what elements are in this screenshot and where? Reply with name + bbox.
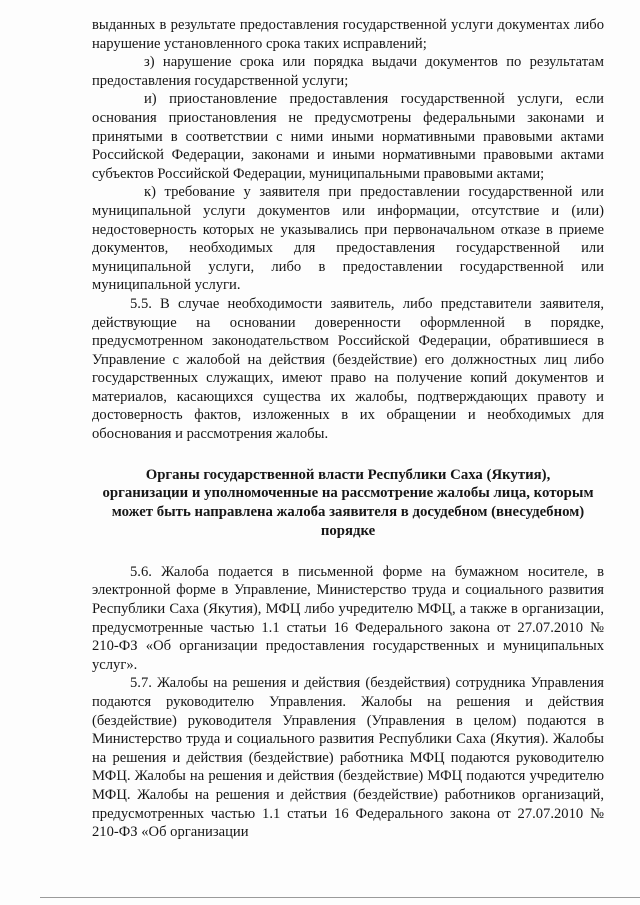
heading-line-4: порядке <box>320 523 376 540</box>
section-heading <box>92 466 604 541</box>
paragraph-5-5: 5.5. В случае необходимости заявитель, либо представители заявителя, действующие на основании доверенности оформленной в порядке, предусмотренном законодательством Российской Федерации, обратившиеся в Управление с жалобой на действия (бездействие) его должностных лиц либо государственных служащих, имеют право на получение копий документов и материалов, касающихся существа их жалобы, подтверждающих правоту и достоверность фактов, изложенных в их обращении и необходимых для обоснования и рассмотрения жалобы. <box>92 295 604 443</box>
list-item-z: з) нарушение срока или порядка выдачи документов по результатам предоставления государственной услуги; <box>92 54 604 89</box>
document-body <box>92 16 604 842</box>
list-item-k: к) требование у заявителя при предоставлении государственной или муниципальной услуги документов или информации, отсутствие и (или) недостоверность которых не указывались при первоначальном отказе в приеме документов, необходимых для предоставления государственной или муниципальной услуги, либо в предоставлении государственной или муниципальной услуги. <box>92 184 604 294</box>
heading-line-1: Органы государственной власти Республики Саха (Якутия), <box>145 466 551 483</box>
paragraph-continuation: выданных в результате предоставления государственной услуги документах либо нарушение установленного срока таких исправлений; <box>92 17 604 52</box>
list-item-i: и) приостановление предоставления государственной услуги, если основания приостановления не предусмотрены федеральными законами и принятыми в соответствии с ними иными нормативными правовыми актами Российской Федерации, законами и иными нормативными правовыми актами субъектов Российской Федерации, муниципальными правовыми актами; <box>92 91 604 182</box>
paragraph-5-7: 5.7. Жалобы на решения и действия (бездействия) сотрудника Управления подаются руководителю Управления. Жалобы на решения и действия (бездействие) руководителя Управления (Управления в целом) подаются в Министерство труда и социального развития Республики Саха (Якутия). Жалобы на решения и действия (бездействие) работника МФЦ подаются руководителю МФЦ. Жалобы на решения и действия (бездействие) МФЦ подаются учредителю МФЦ. Жалобы на решения и действия (бездействие) работников организаций, предусмотренных частью 1.1 статьи 16 Федерального закона от 27.07.2010 № 210-ФЗ «Об организации <box>92 675 604 841</box>
heading-line-3: может быть направлена жалоба заявителя в досудебном (внесудебном) <box>111 504 585 521</box>
heading-line-2: организации и уполномоченные на рассмотрение жалобы лица, которым <box>102 485 594 502</box>
paragraph-5-6: 5.6. Жалоба подается в письменной форме на бумажном носителе, в электронной форме в Управление, Министерство труда и социального развития Республики Саха (Якутия), МФЦ либо учредителю МФЦ, а также в организации, предусмотренные частью 1.1 статьи 16 Федерального закона от 27.07.2010 № 210-ФЗ «Об организации предоставления государственных и муниципальных услуг». <box>92 563 604 673</box>
page-bottom-edge <box>40 897 640 898</box>
